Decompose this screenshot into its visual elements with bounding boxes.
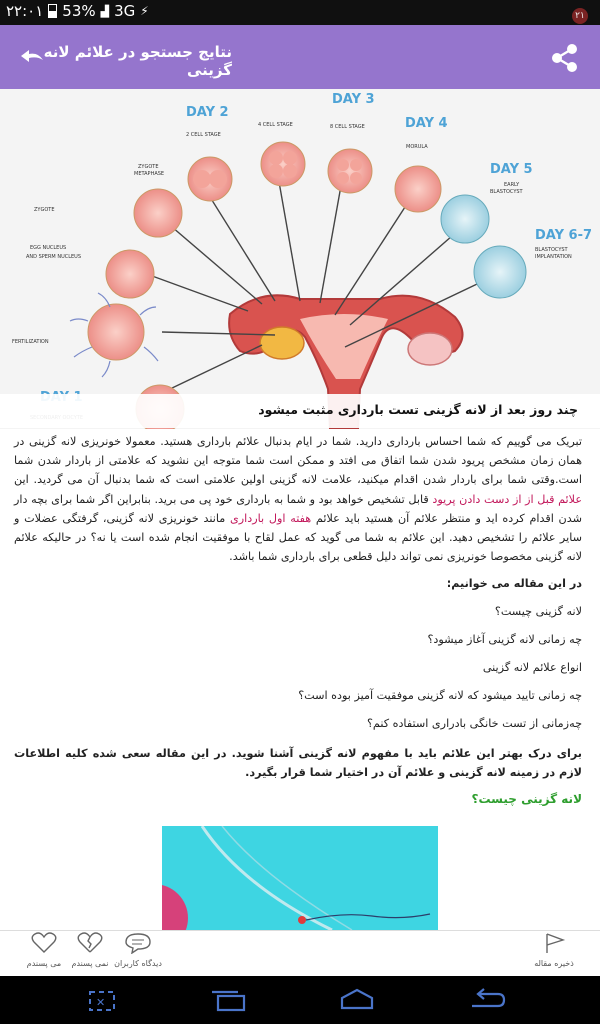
ovary-right xyxy=(408,333,452,365)
battery-icon xyxy=(48,4,57,18)
cell-zygote-meta xyxy=(134,189,182,237)
broken-heart-icon xyxy=(77,932,103,954)
back-arrow-icon[interactable] xyxy=(18,45,46,71)
label-day5: DAY 5 xyxy=(490,162,533,177)
label-zygote-meta: ZYGOTE xyxy=(138,164,159,170)
link-symptoms-before-period[interactable]: علائم قبل از از دست دادن پریود xyxy=(432,492,582,506)
label-egg-nucleus: EGG NUCLEUS xyxy=(30,245,67,251)
comment-icon xyxy=(124,932,152,954)
caption-text: چند روز بعد از لانه گزینی تست بارداری مثبت میشود xyxy=(258,402,578,417)
label-sperm-nucleus: AND SPERM NUCLEUS xyxy=(26,254,81,260)
egg-cell xyxy=(162,884,188,930)
intro-bold-text: برای درک بهتر این علائم باید با مفهوم لانه گزینی آشنا شوید. در این مقاله سعی شده کلیه اطلاعات لازم در زمینه لانه گزینی و علائم آن در اختیار شما قرار بگیرد. xyxy=(14,747,582,780)
dislike-label: نمی پسندم xyxy=(71,959,109,968)
status-time: ۲۲:۰۱ xyxy=(6,2,44,20)
signal-icon: ▟ xyxy=(100,4,110,18)
label-day67: DAY 6-7 xyxy=(535,228,593,243)
comments-button[interactable] xyxy=(108,932,168,968)
screenshot-icon[interactable] xyxy=(90,992,114,1010)
embryo-development-image xyxy=(0,89,600,429)
cell-fertilization xyxy=(88,304,144,360)
share-icon[interactable] xyxy=(548,41,582,75)
label-zygote: ZYGOTE xyxy=(34,207,55,213)
mute-icon: ⚡ xyxy=(140,4,149,18)
cell-4stage xyxy=(261,142,305,186)
notification-badge: ۲۱ xyxy=(572,8,588,24)
heart-icon xyxy=(31,932,57,954)
label-early-blast: BLASTOCYST xyxy=(490,189,523,195)
intro-paragraph xyxy=(14,432,582,566)
label-morula: MORULA xyxy=(406,144,428,150)
label-early: EARLY xyxy=(504,182,520,188)
comments-label: دیدگاه کاربران xyxy=(114,959,162,968)
status-bar xyxy=(0,0,600,25)
like-label: می پسندم xyxy=(26,959,62,968)
paragraph-text-c: مانند خونریزی لانه گزینی، گرفتگی عضلات و سایر علائم را تشخیص دهید. این علائم به شما می گوید که عمل لقاح با موفقیت انجام شده است یا نه؟ در حالیکه علائم لانه گزینی مخصوصا خونریزی نمی تواند دلیل قطعی برای بارداری شما باشد. xyxy=(14,511,582,564)
label-8cell: 8 CELL STAGE xyxy=(330,124,365,130)
image-caption xyxy=(0,394,600,428)
label-implant: IMPLANTATION xyxy=(535,254,572,260)
article-body xyxy=(14,432,582,806)
label-metaphase: METAPHASE xyxy=(134,171,165,177)
network-type: 3G xyxy=(114,2,136,20)
status-right xyxy=(572,3,588,24)
sperm-egg-image xyxy=(162,826,438,930)
page-title: نتایج جستجو در علائم لانه گزینی xyxy=(43,43,232,79)
battery-percent: 53% xyxy=(62,2,96,20)
label-2cell: 2 CELL STAGE xyxy=(186,132,221,138)
cell-early-blastocyst xyxy=(441,195,489,243)
save-label: ذخیره مقاله xyxy=(534,959,574,968)
toc-item: چه‌زمانی از تست خانگی بادراری استفاده کنم؟ xyxy=(366,717,582,731)
bookmark-flag-icon xyxy=(541,932,567,954)
section-heading: لانه گزینی چیست؟ xyxy=(471,792,582,807)
sperm-head xyxy=(298,916,306,924)
label-4cell: 4 CELL STAGE xyxy=(258,122,293,128)
label-day3: DAY 3 xyxy=(332,92,375,107)
toc-heading: در این مقاله می خوانیم: xyxy=(446,577,582,591)
app-bar xyxy=(0,25,600,89)
status-left xyxy=(6,2,149,20)
system-navigation-bar xyxy=(0,976,600,1024)
label-day4: DAY 4 xyxy=(405,116,448,131)
home-icon[interactable] xyxy=(342,990,372,1008)
cell-blastocyst-impl xyxy=(474,246,526,298)
toc-item: لانه گزینی چیست؟ xyxy=(494,605,582,619)
toc-item: انواع علائم لانه گزینی xyxy=(482,661,582,675)
toc-item: چه زمانی لانه گزینی آغاز میشود؟ xyxy=(427,633,582,647)
label-fertilization: FERTILIZATION xyxy=(12,339,49,345)
toc-item: چه زمانی تایید میشود که لانه گزینی موفقیت آمیز بوده است؟ xyxy=(298,689,582,703)
recent-apps-icon[interactable] xyxy=(212,992,244,1010)
paragraph-text-a: تبریک می گوییم که شما احساس بارداری دارید. شما در ایام بدنبال علائم بارداری هستید. معمولا خونریزی لانه گزینی در همان زمان مشخص پریود شدن شما اتفاق می افتد و ممکن است شما متوجه این نشوید که علامتی از باردار شدن شما است.وقتی شما برای باردار شدن اقدام میکنید، علامت لانه گزینی اولین علامتی است که شما بدنبال آن می گردید. این xyxy=(14,435,582,487)
cell-8stage xyxy=(328,149,372,193)
cell-morula xyxy=(395,166,441,212)
svg-text:✕: ✕ xyxy=(96,996,106,1009)
back-icon[interactable] xyxy=(472,989,504,1006)
label-day2: DAY 2 xyxy=(186,105,229,120)
paragraph-text-b: قابل تشخیص خواهد بود و شما به بارداری خود پی می برید. بنابراین اگر شما برای بچه دار شدن اقدام کرده اید و منتظر علائم آن هستید باید علائم xyxy=(14,492,583,525)
link-first-week-pregnancy[interactable]: هفته اول بارداری xyxy=(229,511,312,525)
save-article-button[interactable] xyxy=(524,932,584,968)
bottom-action-bar xyxy=(0,930,600,977)
cell-zygote-nuclei xyxy=(106,250,154,298)
ovary-left xyxy=(260,327,304,359)
label-blast: BLASTOCYST xyxy=(535,247,568,253)
